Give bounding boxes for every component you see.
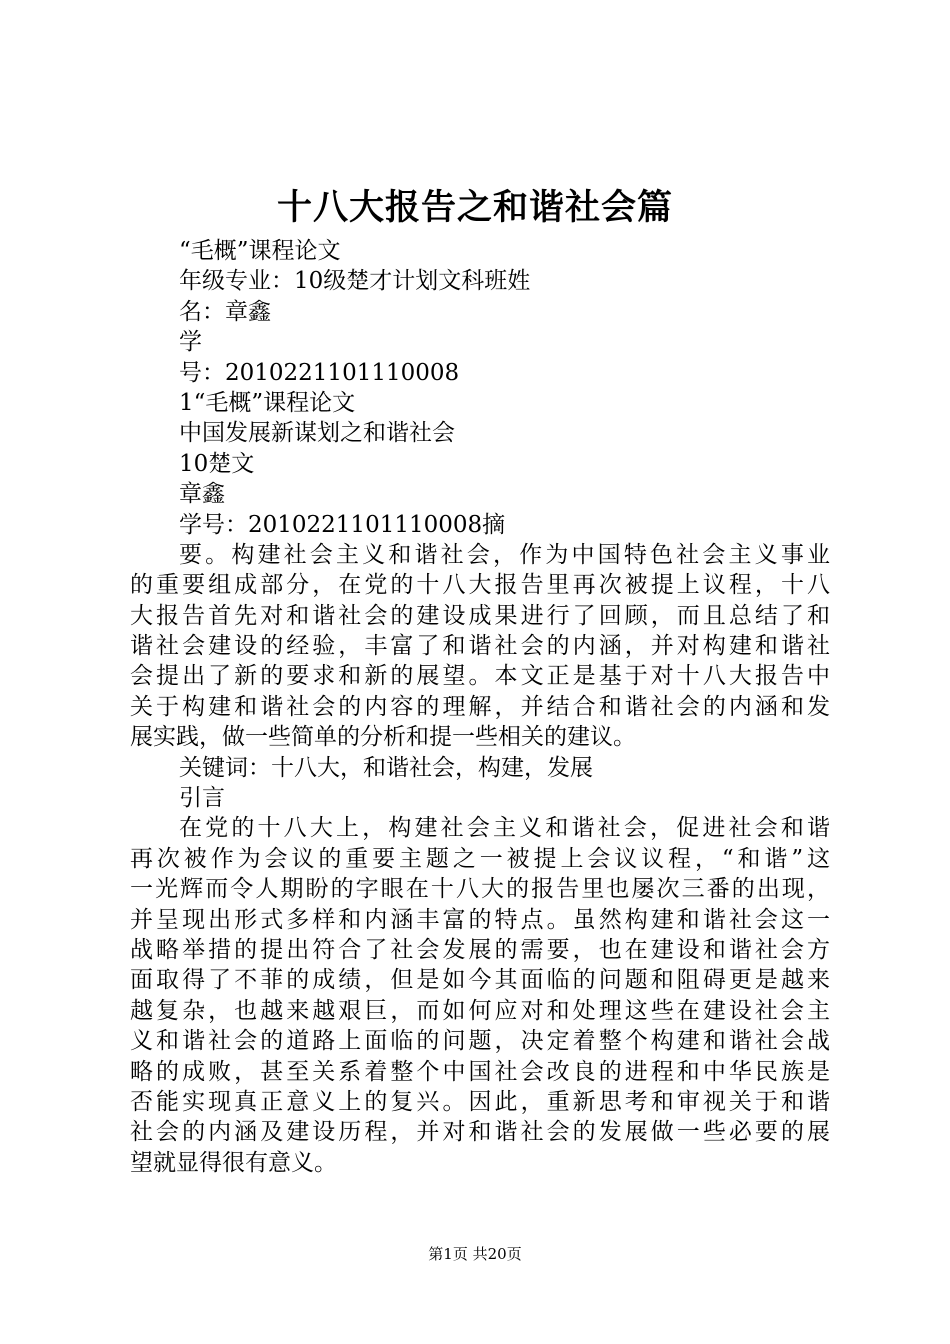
intro-line: 义和谐社会的道路上面临的问题，决定着整个构建和谐社会战 — [130, 1028, 830, 1055]
intro-line: 再次被作为会议的重要主题之一被提上会议议程，“和谐”这 — [130, 845, 830, 872]
name-line: 名：章鑫 — [179, 298, 271, 325]
intro-line: 望就显得很有意义。 — [130, 1149, 337, 1176]
document-title: 十八大报告之和谐社会篇 — [276, 187, 673, 228]
keywords-line: 关键词：十八大，和谐社会，构建，发展 — [179, 754, 593, 781]
intro-heading: 引言 — [179, 785, 225, 812]
student-id-abstract-line: 学号：2010221101110008摘 — [179, 511, 506, 538]
abstract-line: 展实践，做一些简单的分析和提一些相关的建议。 — [130, 724, 636, 751]
page-footer: 第1页 共20页 — [428, 1245, 522, 1263]
student-id-label-line: 学 — [179, 329, 202, 356]
intro-line: 否能实现真正意义上的复兴。因此，重新思考和审视关于和谐 — [130, 1088, 830, 1115]
grade-major-line: 年级专业：10级楚才计划文科班姓 — [179, 268, 531, 295]
intro-line: 并呈现出形式多样和内涵丰富的特点。虽然构建和谐社会这一 — [130, 906, 830, 933]
author-line: 章鑫 — [179, 481, 225, 508]
abstract-line: 会提出了新的要求和新的展望。本文正是基于对十八大报告中 — [130, 663, 830, 690]
course-line-2: 1“毛概”课程论文 — [179, 389, 356, 416]
intro-line: 面取得了不菲的成绩，但是如今其面临的问题和阻碍更是越来 — [130, 967, 830, 994]
intro-line: 略的成败，甚至关系着整个中国社会改良的进程和中华民族是 — [130, 1058, 830, 1085]
abstract-line: 的重要组成部分，在党的十八大报告里再次被提上议程，十八 — [130, 572, 830, 599]
abstract-line: 谐社会建设的经验，丰富了和谐社会的内涵，并对构建和谐社 — [130, 633, 830, 660]
intro-line: 社会的内涵及建设历程，并对和谐社会的发展做一些必要的展 — [130, 1119, 830, 1146]
intro-line: 越复杂，也越来越艰巨，而如何应对和处理这些在建设社会主 — [130, 997, 830, 1024]
class-line: 10楚文 — [179, 450, 255, 477]
abstract-line: 关于构建和谐社会的内容的理解，并结合和谐社会的内涵和发 — [130, 693, 830, 720]
student-id-line: 号：2010221101110008 — [179, 359, 460, 386]
document-body — [130, 236, 830, 1178]
intro-line: 在党的十八大上，构建社会主义和谐社会，促进社会和谐 — [179, 815, 830, 842]
intro-line: 战略举措的提出符合了社会发展的需要，也在建设和谐社会方 — [130, 936, 830, 963]
paper-subtitle: 中国发展新谋划之和谐社会 — [179, 420, 455, 447]
course-line: “毛概”课程论文 — [179, 238, 341, 264]
intro-line: 一光辉而令人期盼的字眼在十八大的报告里也屡次三番的出现， — [130, 876, 830, 903]
abstract-line: 要。构建社会主义和谐社会，作为中国特色社会主义事业 — [179, 541, 830, 568]
abstract-line: 大报告首先对和谐社会的建设成果进行了回顾，而且总结了和 — [130, 602, 830, 629]
